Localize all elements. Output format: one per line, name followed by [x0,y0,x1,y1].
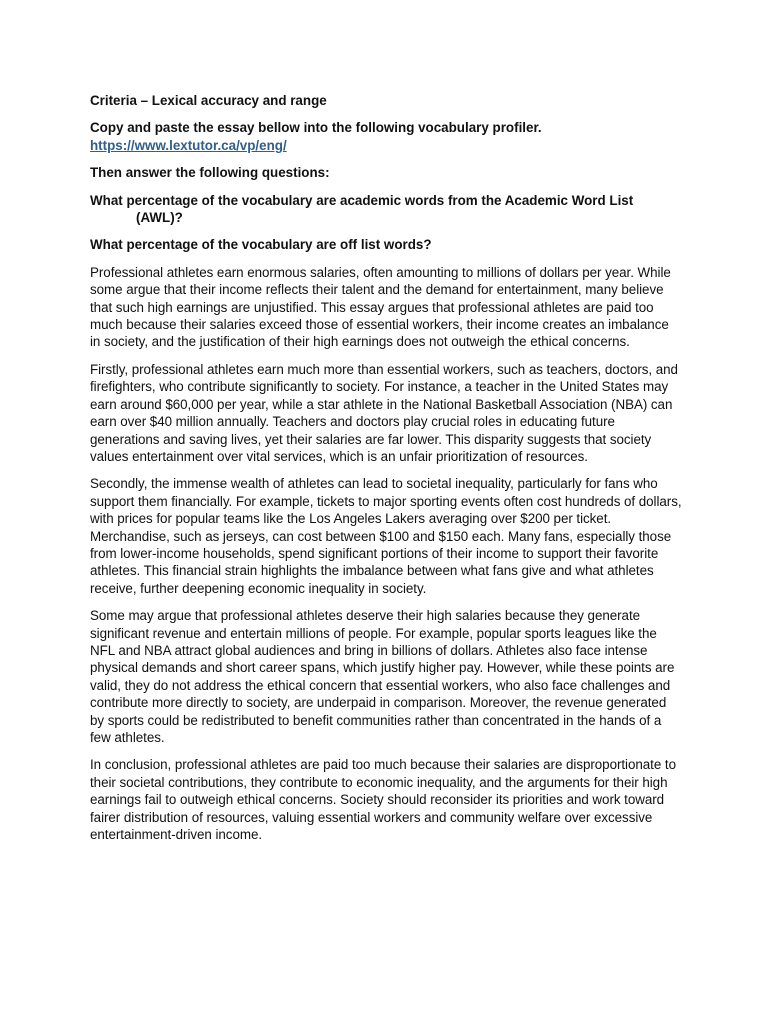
then-answer-text: Then answer the following questions: [90,165,330,181]
question-awl-line-2: (AWL)? [136,210,183,226]
essay-paragraph-first-argument: Firstly, professional athletes earn much more than essential workers, such as teachers, doctors, and firefighters, who contribute significantly to society. For instance, a teacher in the United States may earn around $60,000 per year, while a star athlete in the National Basketball Association (NBA) can earn over $40 million annually. Teachers and doctors play crucial roles in educating future generations and saving lives, yet their salaries are far lower. This disparity suggests that society values entertainment over vital services, which is an unfair prioritization of resources. [90,361,678,464]
question-off-list: What percentage of the vocabulary are off list words? [90,237,432,253]
criteria-heading: Criteria – Lexical accuracy and range [90,93,327,108]
essay-paragraph-second-argument: Secondly, the immense wealth of athletes can lead to societal inequality, particularly for fans who support them financially. For example, tickets to major sporting events often cost hundreds of dollars, with prices for popular teams like the Los Angeles Lakers averaging over $200 per ticket. Merchandise, such as jerseys, can cost between $100 and $150 each. Many fans, especially those from lower-income households, spend significant portions of their income to support their favorite athletes. This financial strain highlights the imbalance between what fans give and what athletes receive, further deepening economic inequality in society. [90,476,682,596]
instruction-block [90,119,682,154]
essay-paragraph-conclusion: In conclusion, professional athletes are paid too much because their salaries are disproportionate to their societal contributions, they contribute to economic inequality, and the arguments for their high earnings fail to outweigh ethical concerns. Society should reconsider its priorities and work toward fairer distribution of resources, valuing essential workers and community welfare over excessive entertainment-driven income. [90,757,676,843]
profiler-link[interactable]: https://www.lextutor.ca/vp/eng/ [90,137,287,153]
essay-paragraph-counterargument: Some may argue that professional athletes deserve their high salaries because they generate significant revenue and entertain millions of people. For example, popular sports leagues like the NFL and NBA attract global audiences and bring in billions of dollars. Athletes also face intense physical demands and short career spans, which justify higher pay. However, while these points are valid, they do not address the ethical concern that essential workers, who also face challenges and contribute more directly to society, are underpaid in comparison. Moreover, the revenue generated by sports could be redistributed to benefit communities rather than concentrated in the hands of a few athletes. [90,608,675,745]
essay-paragraph-introduction: Professional athletes earn enormous salaries, often amounting to millions of dollars per year. While some argue that their income reflects their talent and the demand for entertainment, many believe that such high earnings are unjustified. This essay argues that professional athletes are paid too much because their salaries exceed those of essential workers, their income creates an imbalance in society, and the justification of their high earnings does not outweigh the ethical concerns. [90,264,671,350]
question-awl [90,192,682,227]
instruction-text: Copy and paste the essay bellow into the following vocabulary profiler. [90,120,542,136]
question-awl-line-1: What percentage of the vocabulary are academic words from the Academic Word List [90,192,634,208]
document-page [90,92,682,853]
